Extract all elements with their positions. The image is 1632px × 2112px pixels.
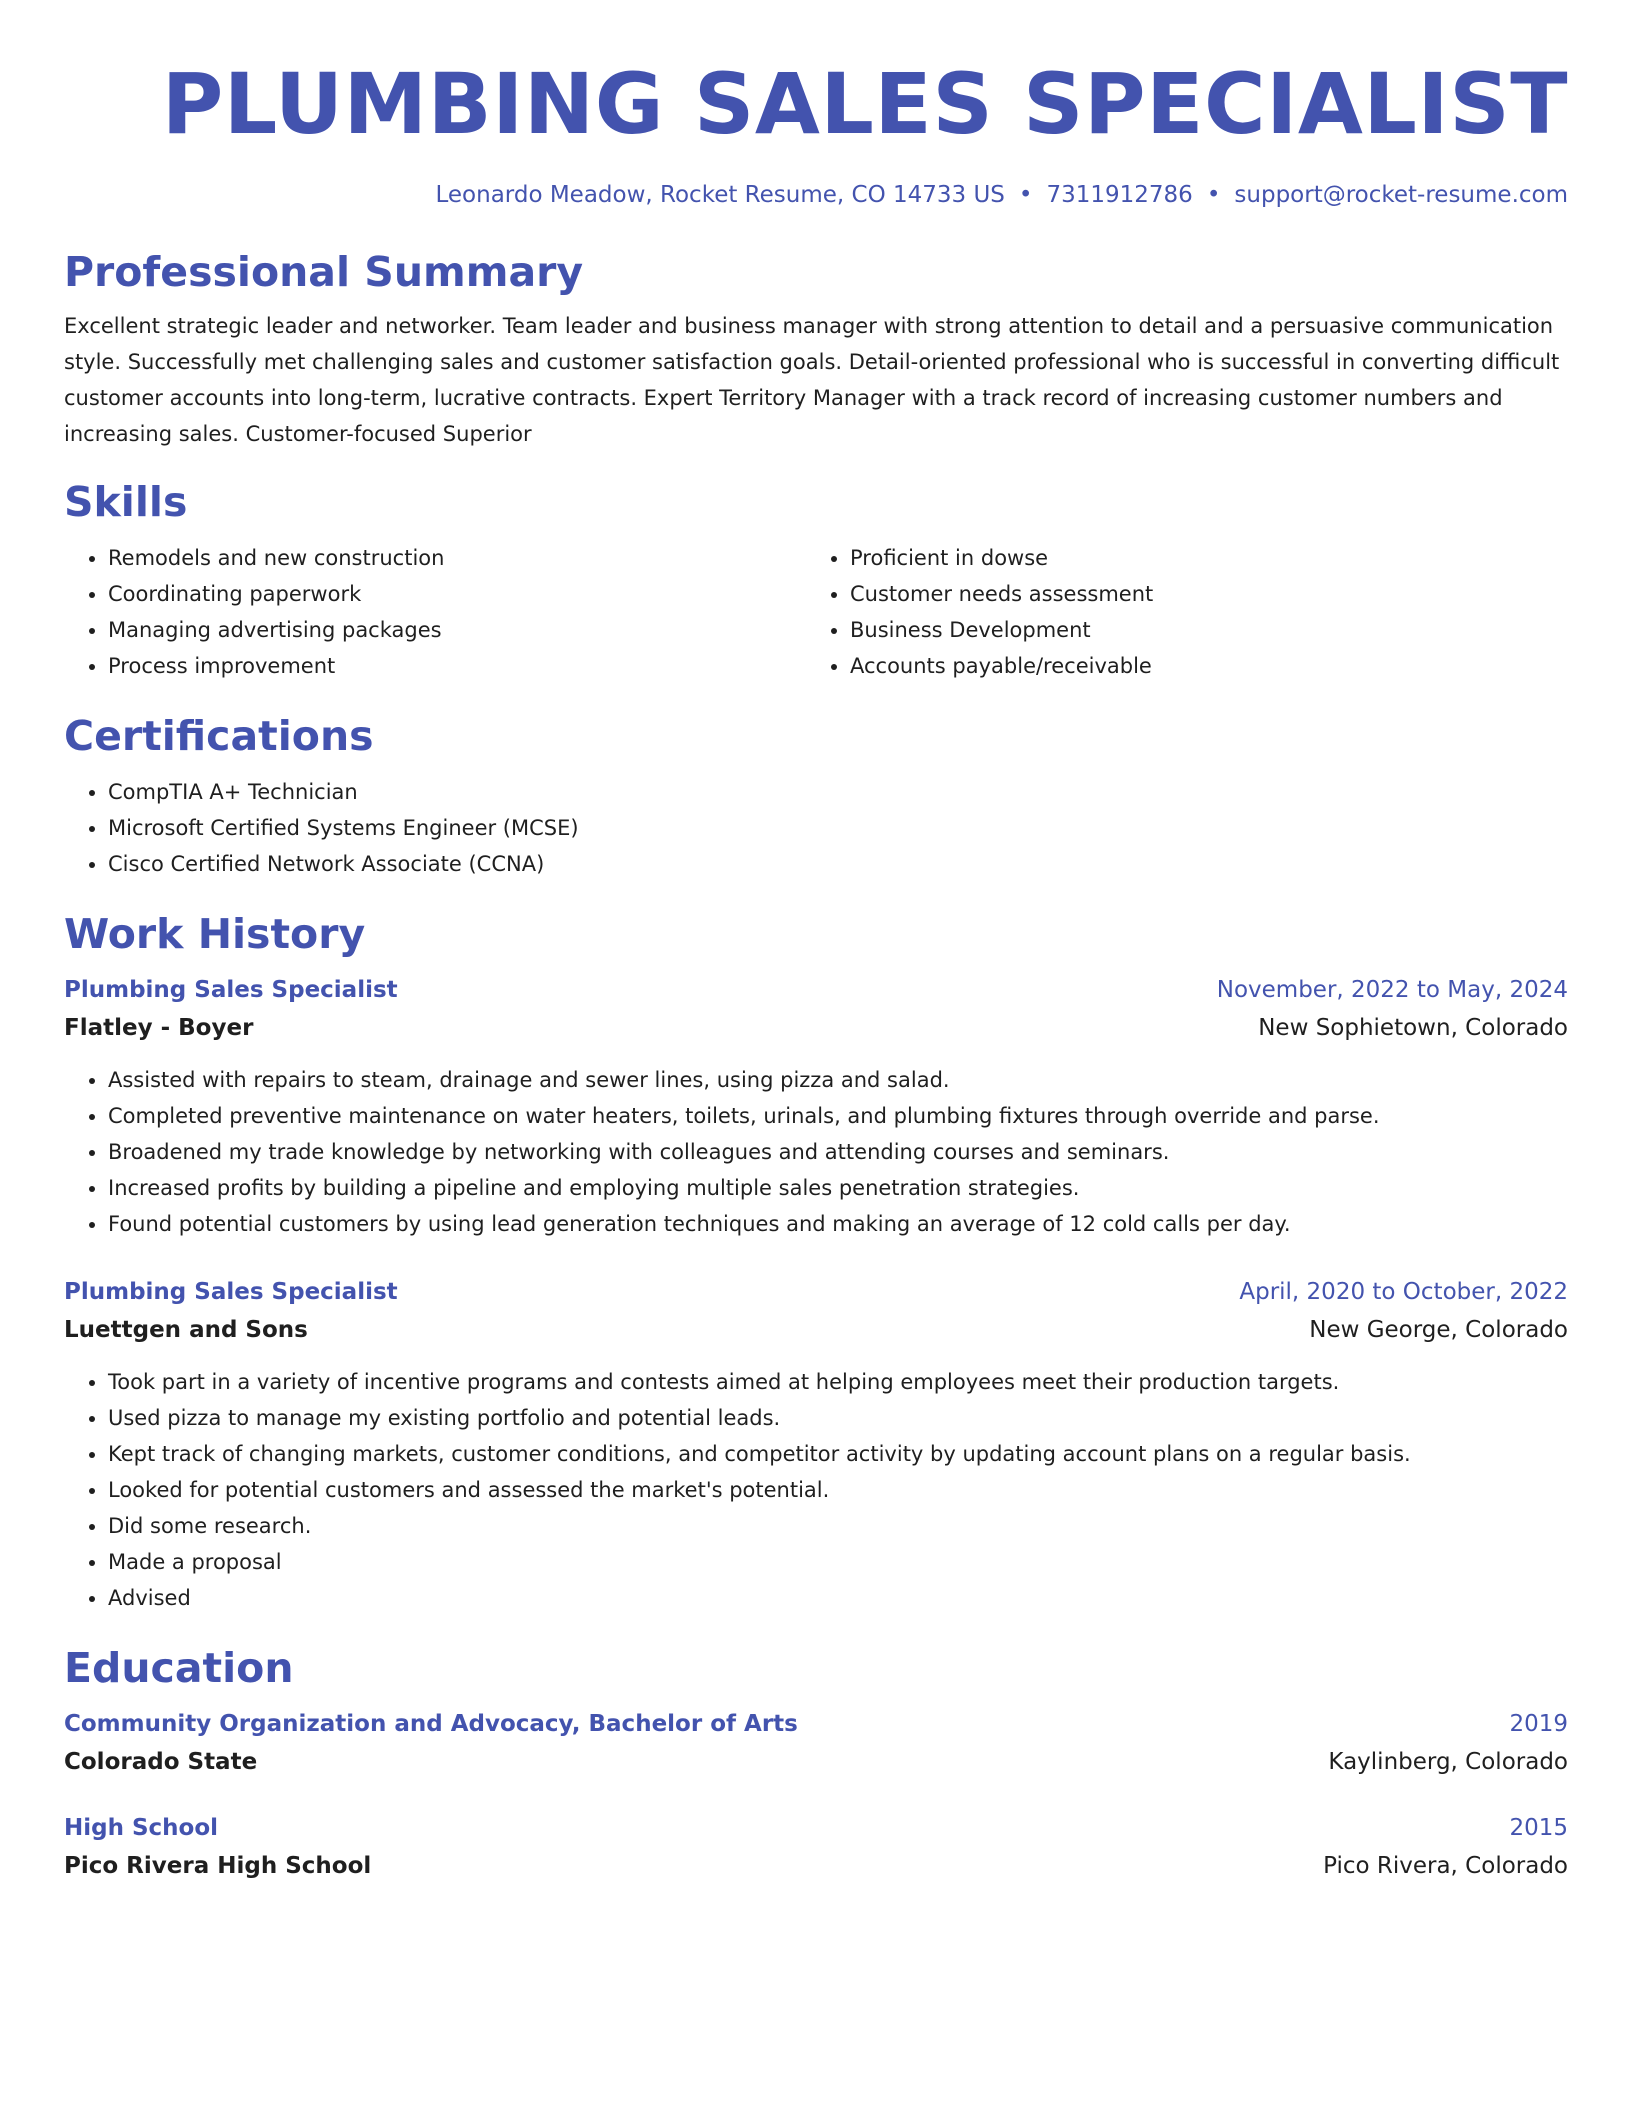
job-bullet: • Kept track of changing markets, customer conditions, and competitor activity by updating account plans on a regular basis.: [108, 1436, 1568, 1472]
education-year: 2019: [1509, 1711, 1568, 1737]
skills-grid: [64, 540, 1568, 684]
section-heading-skills: Skills: [64, 478, 188, 526]
contact-email[interactable]: support@rocket-resume.com: [1234, 182, 1568, 208]
work-history-section: [64, 908, 1568, 1616]
education-degree: High School: [64, 1815, 219, 1841]
job-entry: [64, 972, 1568, 1242]
contact-address: Leonardo Meadow, Rocket Resume, CO 14733 US: [435, 182, 1005, 208]
certification-item: • Microsoft Certified Systems Engineer (MCSE): [108, 810, 1568, 846]
summary-section: [64, 246, 1568, 452]
education-entry: [64, 1706, 1568, 1780]
education-degree: Community Organization and Advocacy, Bachelor of Arts: [64, 1711, 798, 1737]
section-heading-education: Education: [64, 1644, 294, 1692]
job-location: New George, Colorado: [1309, 1317, 1568, 1343]
skill-item: • Proficient in dowse: [850, 540, 1548, 576]
job-title: Plumbing Sales Specialist: [64, 977, 398, 1003]
section-heading-work-history: Work History: [64, 910, 366, 958]
education-year: 2015: [1509, 1815, 1568, 1841]
job-bullet: • Used pizza to manage my existing portfolio and potential leads.: [108, 1400, 1568, 1436]
job-bullet: • Made a proposal: [108, 1544, 1568, 1580]
job-bullet: • Took part in a variety of incentive programs and contests aimed at helping employees meet their production targets.: [108, 1364, 1568, 1400]
skill-item: • Customer needs assessment: [850, 576, 1548, 612]
skills-column-left: [64, 540, 806, 684]
job-company: Luettgen and Sons: [64, 1317, 308, 1343]
skill-item: • Remodels and new construction: [108, 540, 806, 576]
job-bullet: • Completed preventive maintenance on water heaters, toilets, urinals, and plumbing fixtures through override and parse.: [108, 1098, 1568, 1134]
certification-item: • Cisco Certified Network Associate (CCNA): [108, 846, 1568, 882]
job-bullet: • Looked for potential customers and assessed the market's potential.: [108, 1472, 1568, 1508]
section-heading-summary: Professional Summary: [64, 248, 584, 296]
section-heading-certifications: Certifications: [64, 712, 374, 760]
certifications-section: [64, 710, 1568, 882]
job-bullet: • Advised: [108, 1580, 1568, 1616]
certification-item: • CompTIA A+ Technician: [108, 774, 1568, 810]
education-location: Pico Rivera, Colorado: [1323, 1853, 1568, 1879]
education-section: [64, 1642, 1568, 1884]
skill-item: • Managing advertising packages: [108, 612, 806, 648]
skills-section: [64, 476, 1568, 684]
job-bullet: • Increased profits by building a pipeline and employing multiple sales penetration strategies.: [108, 1170, 1568, 1206]
education-school: Colorado State: [64, 1749, 258, 1775]
skill-item: • Business Development: [850, 612, 1548, 648]
job-bullet: • Broadened my trade knowledge by networking with colleagues and attending courses and seminars.: [108, 1134, 1568, 1170]
skill-item: • Coordinating paperwork: [108, 576, 806, 612]
job-title: Plumbing Sales Specialist: [64, 1279, 398, 1305]
job-dates: November, 2022 to May, 2024: [1216, 977, 1568, 1003]
resume-page: [64, 50, 1568, 1884]
job-company: Flatley - Boyer: [64, 1015, 254, 1041]
skill-item: • Process improvement: [108, 648, 806, 684]
education-entry: [64, 1810, 1568, 1884]
job-bullet: • Did some research.: [108, 1508, 1568, 1544]
skills-column-right: [806, 540, 1548, 684]
skill-item: • Accounts payable/receivable: [850, 648, 1548, 684]
education-location: Kaylinberg, Colorado: [1328, 1749, 1568, 1775]
job-bullet: • Assisted with repairs to steam, drainage and sewer lines, using pizza and salad.: [108, 1062, 1568, 1098]
resume-title: PLUMBING SALES SPECIALIST: [161, 55, 1568, 153]
contact-phone: 7311912786: [1046, 182, 1193, 208]
job-bullet: • Found potential customers by using lead generation techniques and making an average of 12 cold calls per day.: [108, 1206, 1568, 1242]
job-dates: April, 2020 to October, 2022: [1239, 1279, 1568, 1305]
job-entry: [64, 1274, 1568, 1616]
contact-line: [64, 180, 1568, 210]
bullet-separator: •: [1206, 182, 1221, 208]
summary-text: Excellent strategic leader and networker. Team leader and business manager with strong attention to detail and a persuasive communication style. Successfully met challenging sales and customer satisfaction goals. Detail-oriented professional who is successful in converting difficult customer accounts into long-term, lucrative contracts. Expert Territory Manager with a track record of increasing customer numbers and increasing sales. Customer-focused Superior: [64, 314, 1560, 446]
job-location: New Sophietown, Colorado: [1258, 1015, 1568, 1041]
education-school: Pico Rivera High School: [64, 1853, 372, 1879]
bullet-separator: •: [1018, 182, 1033, 208]
